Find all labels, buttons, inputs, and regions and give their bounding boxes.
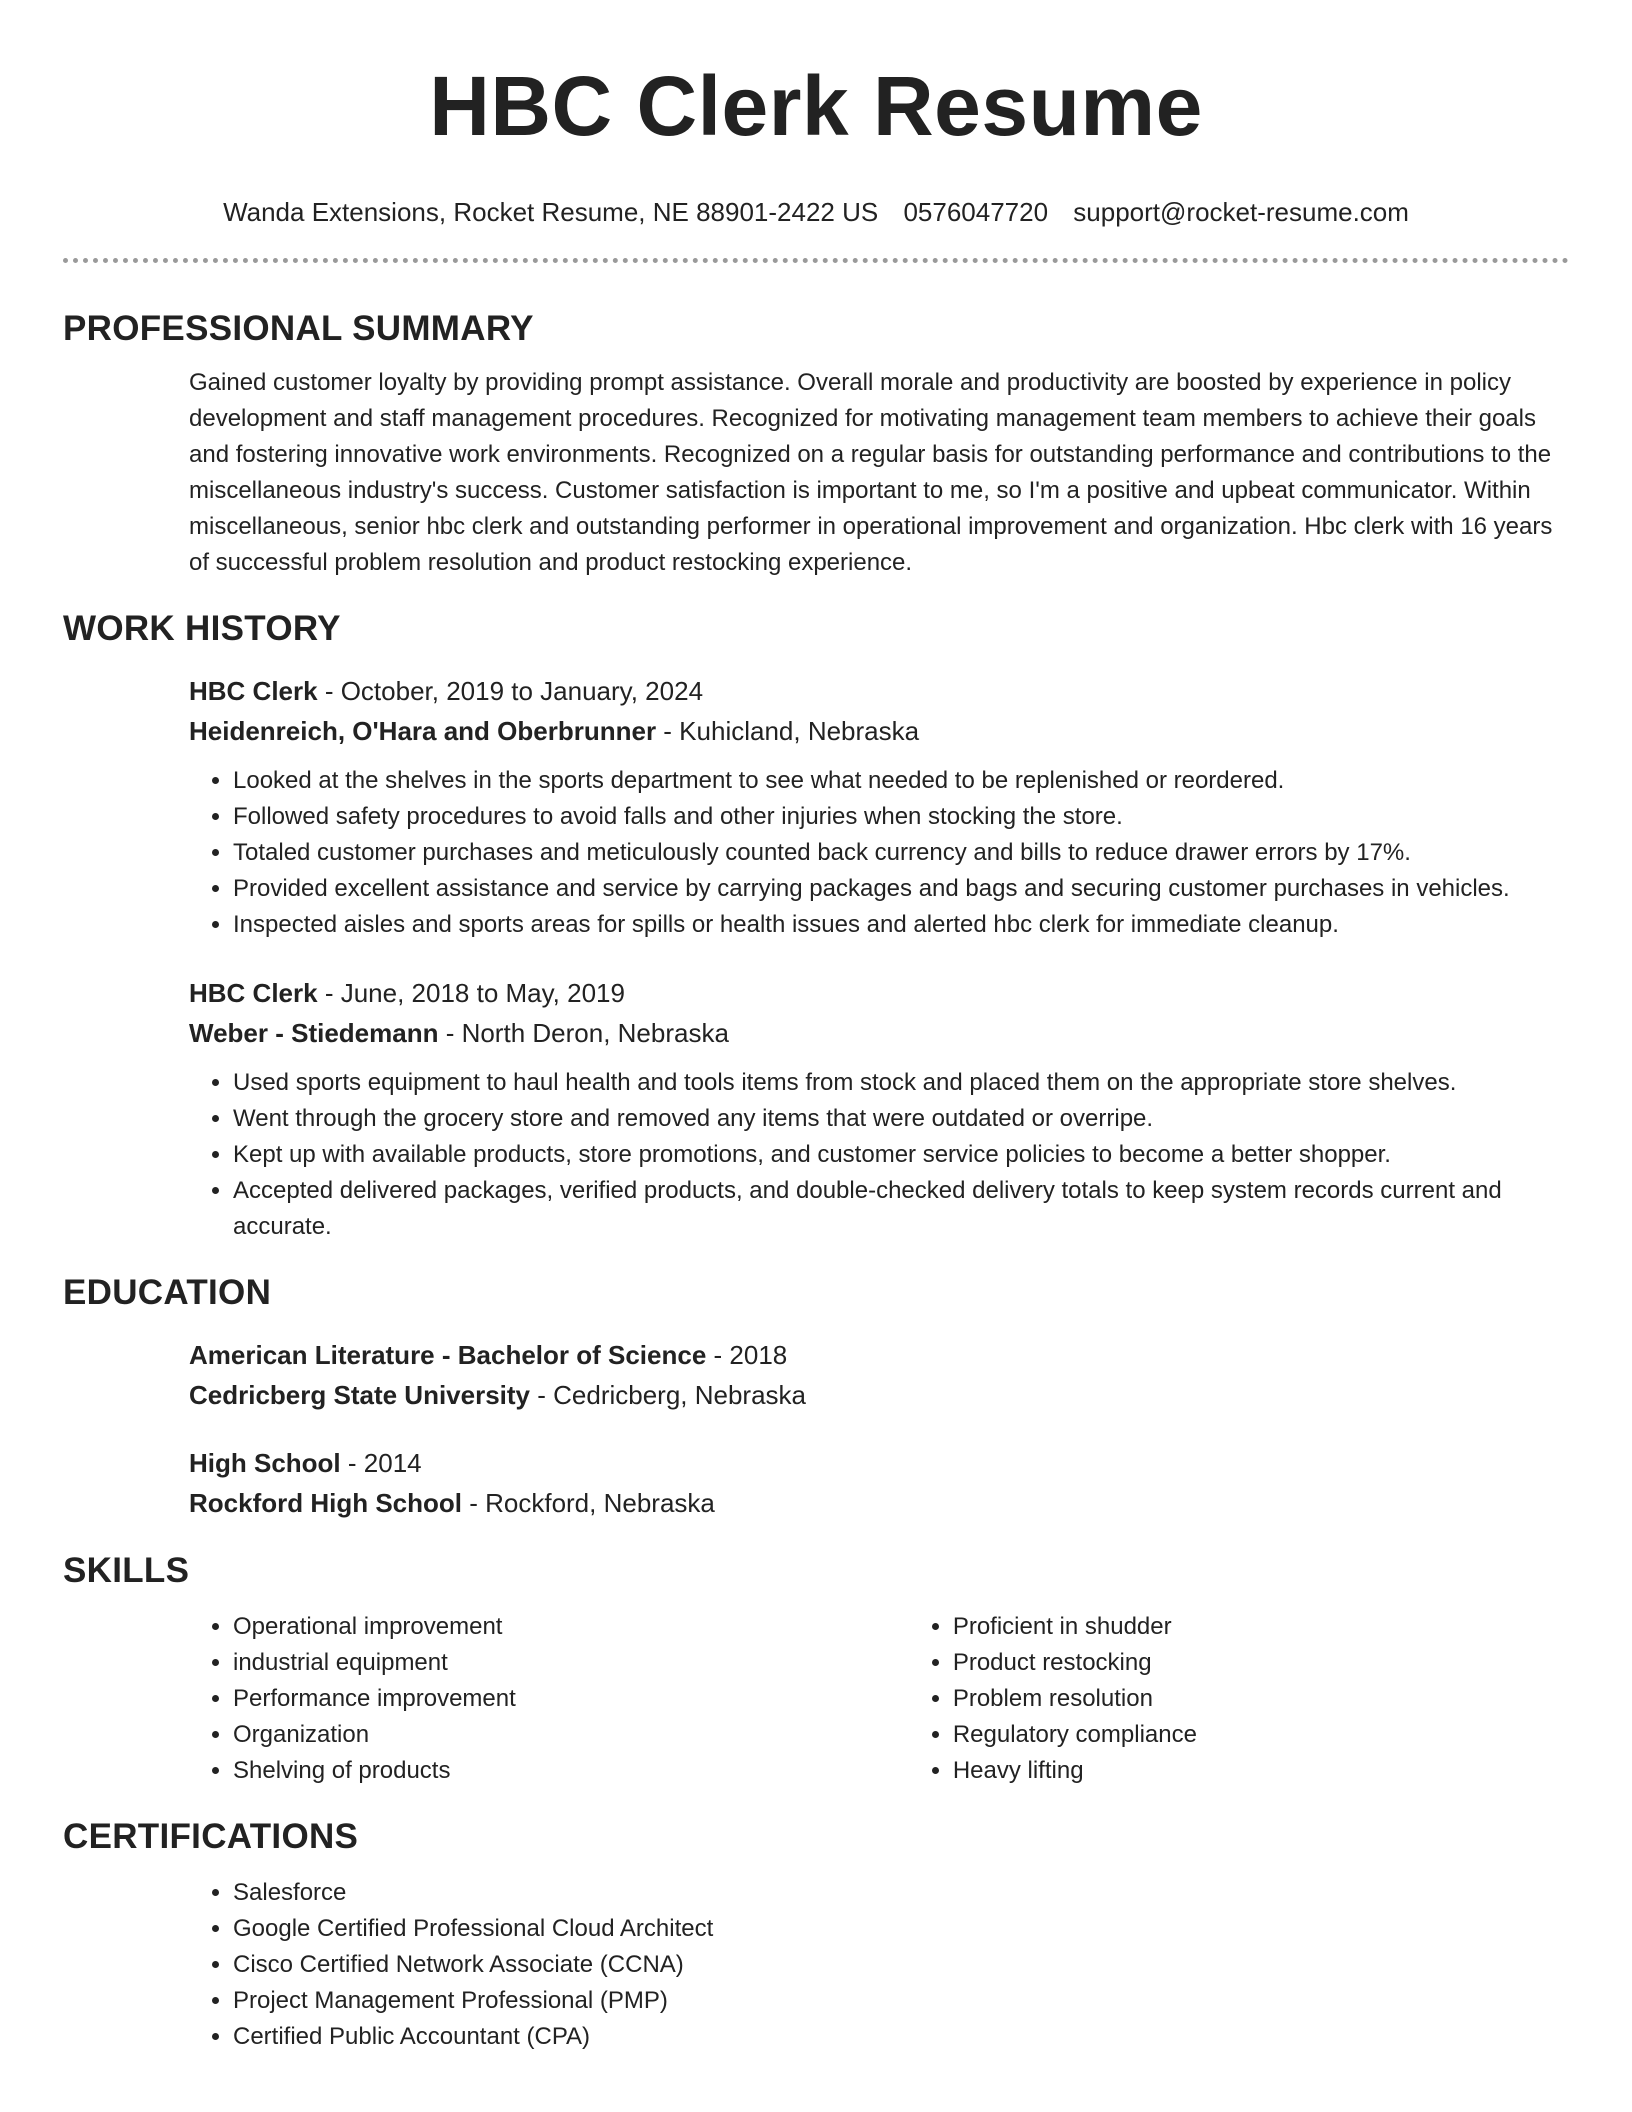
- job-dates: - October, 2019 to January, 2024: [317, 676, 704, 706]
- list-item: • Inspected aisles and sports areas for spills or health issues and alerted hbc clerk for immediate cleanup.: [233, 907, 1569, 943]
- header-divider: [63, 258, 1569, 263]
- list-item: • Product restocking: [953, 1645, 1569, 1681]
- contact-line: [63, 196, 1569, 228]
- list-item: • Accepted delivered packages, verified products, and double-checked delivery totals to keep system records current and accurate.: [233, 1173, 1569, 1245]
- job-dates: - June, 2018 to May, 2019: [317, 978, 625, 1008]
- school-line: [189, 1375, 1569, 1415]
- job-title: HBC Clerk: [189, 676, 318, 706]
- list-item: • Provided excellent assistance and service by carrying packages and bags and securing customer purchases in vehicles.: [233, 871, 1569, 907]
- list-item: • Google Certified Professional Cloud Architect: [233, 1911, 1569, 1947]
- list-item: • Organization: [233, 1717, 909, 1753]
- contact-address: Wanda Extensions, Rocket Resume, NE 88901-2422 US: [223, 197, 879, 227]
- job-title-line: [189, 973, 1569, 1013]
- list-item: • Performance improvement: [233, 1681, 909, 1717]
- job-company-line: [189, 711, 1569, 751]
- summary-heading: PROFESSIONAL SUMMARY: [63, 309, 534, 348]
- education-entry: [189, 1443, 1569, 1523]
- resume-header: [63, 0, 1569, 263]
- list-item: • Shelving of products: [233, 1753, 909, 1789]
- job-location: - Kuhicland, Nebraska: [656, 716, 920, 746]
- school: Rockford High School: [189, 1488, 462, 1518]
- contact-email: support@rocket-resume.com: [1073, 197, 1409, 227]
- list-item: • Heavy lifting: [953, 1753, 1569, 1789]
- education-heading: EDUCATION: [63, 1273, 272, 1312]
- skills-list: [189, 1609, 1569, 1789]
- school-location: - Cedricberg, Nebraska: [530, 1380, 807, 1410]
- job-entry: [189, 973, 1569, 1245]
- school-location: - Rockford, Nebraska: [462, 1488, 715, 1518]
- list-item: • Regulatory compliance: [953, 1717, 1569, 1753]
- work-history-heading: WORK HISTORY: [63, 609, 341, 648]
- resume-title: HBC Clerk Resume: [429, 59, 1203, 153]
- job-company-line: [189, 1013, 1569, 1053]
- education-entry: [189, 1335, 1569, 1415]
- list-item: • Salesforce: [233, 1875, 1569, 1911]
- degree-line: [189, 1335, 1569, 1375]
- skills-column-left: [189, 1609, 909, 1789]
- certifications-heading: CERTIFICATIONS: [63, 1817, 359, 1856]
- job-entry: [189, 671, 1569, 943]
- list-item: • Operational improvement: [233, 1609, 909, 1645]
- list-item: • Used sports equipment to haul health and tools items from stock and placed them on the appropriate store shelves.: [233, 1065, 1569, 1101]
- degree-year: - 2018: [706, 1340, 788, 1370]
- contact-phone: 0576047720: [903, 197, 1049, 227]
- degree-year: - 2014: [340, 1448, 422, 1478]
- job-company: Weber - Stiedemann: [189, 1018, 439, 1048]
- list-item: • Totaled customer purchases and meticulously counted back currency and bills to reduce drawer errors by 17%.: [233, 835, 1569, 871]
- job-location: - North Deron, Nebraska: [438, 1018, 729, 1048]
- list-item: • Cisco Certified Network Associate (CCNA): [233, 1947, 1569, 1983]
- list-item: • Project Management Professional (PMP): [233, 1983, 1569, 2019]
- school-line: [189, 1483, 1569, 1523]
- list-item: • Problem resolution: [953, 1681, 1569, 1717]
- list-item: • Followed safety procedures to avoid falls and other injuries when stocking the store.: [233, 799, 1569, 835]
- list-item: • Kept up with available products, store promotions, and customer service policies to become a better shopper.: [233, 1137, 1569, 1173]
- list-item: • Certified Public Accountant (CPA): [233, 2019, 1569, 2055]
- education-list: [63, 1335, 1569, 1523]
- summary-text: Gained customer loyalty by providing prompt assistance. Overall morale and productivity are boosted by experience in policy development and staff management procedures. Recognized for motivating management team members to achieve their goals and fostering innovative work environments. Recognized on a regular basis for outstanding performance and contributions to the miscellaneous industry's success. Customer satisfaction is important to me, so I'm a positive and upbeat communicator. Within miscellaneous, senior hbc clerk and outstanding performer in operational improvement and organization. Hbc clerk with 16 years of successful problem resolution and product restocking experience.: [189, 369, 1553, 576]
- degree: High School: [189, 1448, 341, 1478]
- school: Cedricberg State University: [189, 1380, 531, 1410]
- job-company: Heidenreich, O'Hara and Oberbrunner: [189, 716, 657, 746]
- degree: American Literature - Bachelor of Science: [189, 1340, 707, 1370]
- certifications-list: [189, 1875, 1569, 2055]
- skills-heading: SKILLS: [63, 1551, 190, 1590]
- job-title: HBC Clerk: [189, 978, 318, 1008]
- job-bullets: [189, 1065, 1569, 1245]
- job-title-line: [189, 671, 1569, 711]
- list-item: • Went through the grocery store and removed any items that were outdated or overripe.: [233, 1101, 1569, 1137]
- list-item: • Looked at the shelves in the sports department to see what needed to be replenished or reordered.: [233, 763, 1569, 799]
- job-bullets: [189, 763, 1569, 943]
- list-item: • industrial equipment: [233, 1645, 909, 1681]
- work-history-list: [63, 671, 1569, 1245]
- list-item: • Proficient in shudder: [953, 1609, 1569, 1645]
- degree-line: [189, 1443, 1569, 1483]
- skills-column-right: [909, 1609, 1569, 1789]
